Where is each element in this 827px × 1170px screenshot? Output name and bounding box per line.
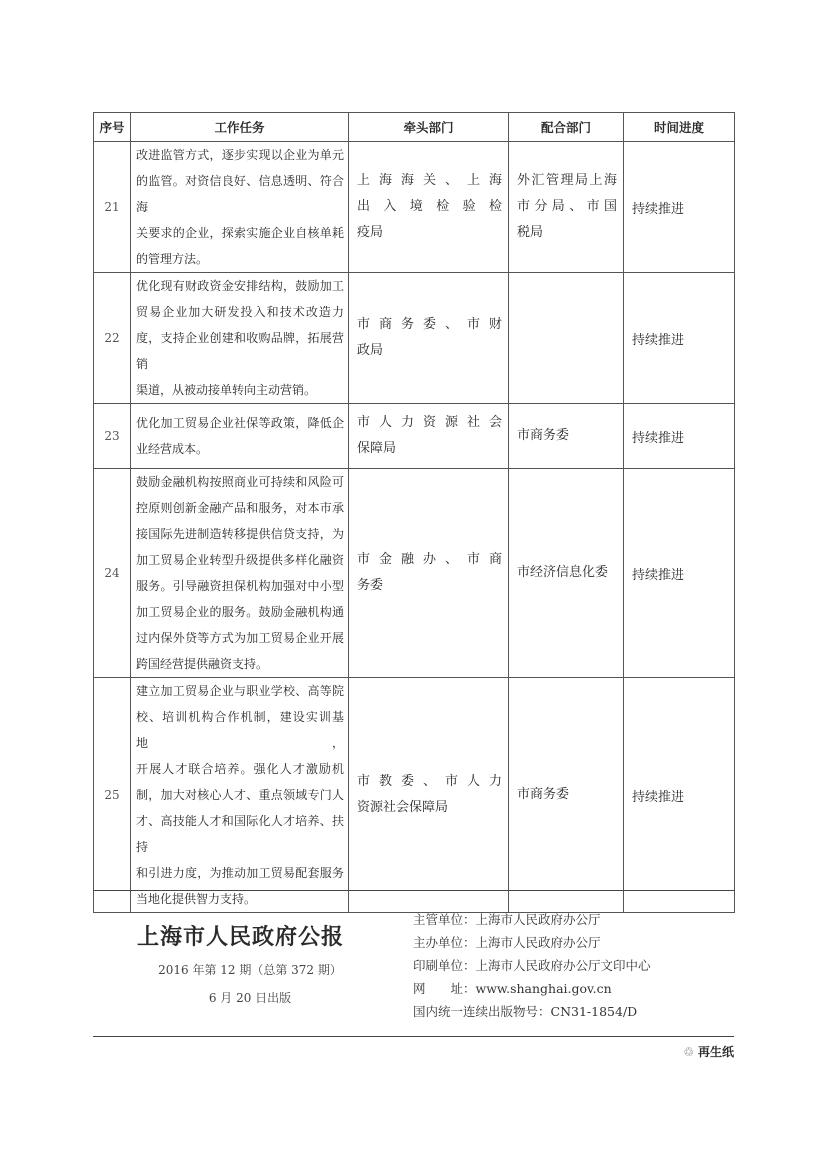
task-line: 渠道，从被动接单转向主动营销。 (136, 383, 317, 397)
task-line: 控原则创新金融产品和服务，对本市承 (136, 501, 344, 515)
lead-line: 市人力资源社会 (357, 415, 502, 430)
info-sponsor: 主办单位：上海市人民政府办公厅 (413, 935, 601, 950)
task-line: 服务。引导融资担保机构加强对中小型 (136, 579, 344, 593)
task-line: 优化现有财政资金安排结构，鼓励加工 (136, 279, 344, 293)
task-line: 业经营成本。 (136, 442, 209, 456)
cell-lead (349, 273, 509, 404)
table-row (94, 142, 735, 273)
task-line: 过内保外贷等方式为加工贸易企业开展 (136, 631, 344, 645)
cell-lead (349, 142, 509, 273)
info-supervisor: 主管单位：上海市人民政府办公厅 (413, 912, 601, 927)
task-line: 和引进力度，为推动加工贸易配套服务 (136, 866, 344, 880)
cell-seq: 25 (94, 678, 131, 913)
task-table (93, 112, 735, 913)
task-line: 鼓励金融机构按照商业可持续和风险可 (136, 475, 344, 489)
task-line: 的管理方法。 (136, 252, 209, 266)
cell-coop (509, 678, 624, 913)
task-line: 校、培训机构合作机制，建设实训基地， (136, 710, 344, 750)
info-website: 网 址：www.shanghai.gov.cn (413, 981, 612, 996)
cell-task (131, 469, 349, 678)
task-line: 制，加大对核心人才、重点领域专门人 (136, 788, 344, 802)
lead-line: 务委 (357, 578, 384, 593)
task-line: 关要求的企业，探索实施企业自核单耗 (136, 226, 344, 240)
cell-seq: 24 (94, 469, 131, 678)
publish-date: 6 月 20 日出版 (208, 991, 292, 1005)
table-row (94, 678, 735, 913)
task-line: 改进监管方式，逐步实现以企业为单元 (136, 148, 344, 162)
coop-line: 税局 (517, 225, 544, 240)
task-line: 加工贸易企业的服务。鼓励金融机构通 (136, 605, 344, 619)
coop-line: 市分局、市国 (517, 199, 617, 214)
cell-task (131, 273, 349, 404)
header-progress: 时间进度 (624, 113, 735, 142)
table-row (94, 273, 735, 404)
recycled-paper-label: 再生纸 (697, 1045, 734, 1059)
issue-number: 2016 年第 12 期（总第 372 期） (158, 963, 342, 977)
publication-title: 上海市人民政府公报 (137, 924, 345, 950)
lead-line: 市教委、市人力 (357, 774, 502, 789)
task-line: 开展人才联合培养。强化人才激励机 (136, 762, 344, 776)
info-serial-number: 国内统一连续出版物号：CN31-1854/D (413, 1004, 638, 1019)
cell-lead (349, 469, 509, 678)
task-line: 当地化提供智力支持。 (136, 892, 257, 906)
cell-task (131, 404, 349, 469)
cell-task (131, 142, 349, 273)
cell-coop (509, 404, 624, 469)
coop-line: 市商务委 (517, 428, 570, 443)
lead-line: 出入境检验检 (357, 199, 502, 214)
table-row (94, 469, 735, 678)
lead-line: 政局 (357, 343, 384, 358)
recycled-paper-mark (683, 1043, 734, 1060)
cell-progress: 持续推进 (624, 469, 735, 678)
task-line: 贸易企业加大研发投入和技术改造力 (136, 305, 344, 319)
lead-line: 上海海关、上海 (357, 173, 502, 188)
header-lead-dept: 牵头部门 (349, 113, 509, 142)
coop-line: 市商务委 (517, 787, 570, 802)
table-header-row (94, 113, 735, 142)
coop-line: 市经济信息化委 (517, 565, 609, 580)
task-line: 度，支持企业创建和收购品牌，拓展营销 (136, 331, 344, 371)
cell-progress: 持续推进 (624, 273, 735, 404)
cell-coop (509, 469, 624, 678)
cell-seq: 21 (94, 142, 131, 273)
cell-lead (349, 678, 509, 913)
cell-coop (509, 142, 624, 273)
task-line: 跨国经营提供融资支持。 (136, 657, 269, 671)
cell-coop (509, 273, 624, 404)
task-line: 才、高技能人才和国际化人才培养、扶持 (136, 814, 344, 854)
task-line: 建立加工贸易企业与职业学校、高等院 (136, 684, 344, 698)
table-row (94, 404, 735, 469)
publication-info (413, 908, 651, 1023)
lead-line: 资源社会保障局 (357, 800, 449, 815)
cell-progress: 持续推进 (624, 142, 735, 273)
cell-seq: 22 (94, 273, 131, 404)
cell-lead (349, 404, 509, 469)
footer-top-divider (93, 890, 734, 891)
header-task: 工作任务 (131, 113, 349, 142)
task-line: 加工贸易企业转型升级提供多样化融资 (136, 553, 344, 567)
lead-line: 市金融办、市商 (357, 552, 502, 567)
lead-line: 保障局 (357, 441, 397, 456)
info-printer: 印刷单位：上海市人民政府办公厅文印中心 (413, 958, 651, 973)
task-line: 的监管。对资信良好、信息透明、符合海 (136, 174, 344, 214)
lead-line: 疫局 (357, 225, 384, 240)
header-seq: 序号 (94, 113, 131, 142)
footer-bottom-divider (93, 1036, 734, 1037)
task-line: 接国际先进制造转移提供信贷支持，为 (136, 527, 344, 541)
cell-progress: 持续推进 (624, 678, 735, 913)
task-line: 优化加工贸易企业社保等政策，降低企 (136, 416, 344, 430)
cell-task (131, 678, 349, 913)
recycle-icon: ♲ (683, 1045, 694, 1059)
header-coop-dept: 配合部门 (509, 113, 624, 142)
cell-seq: 23 (94, 404, 131, 469)
cell-progress: 持续推进 (624, 404, 735, 469)
lead-line: 市商务委、市财 (357, 317, 502, 332)
coop-line: 外汇管理局上海 (517, 173, 617, 188)
